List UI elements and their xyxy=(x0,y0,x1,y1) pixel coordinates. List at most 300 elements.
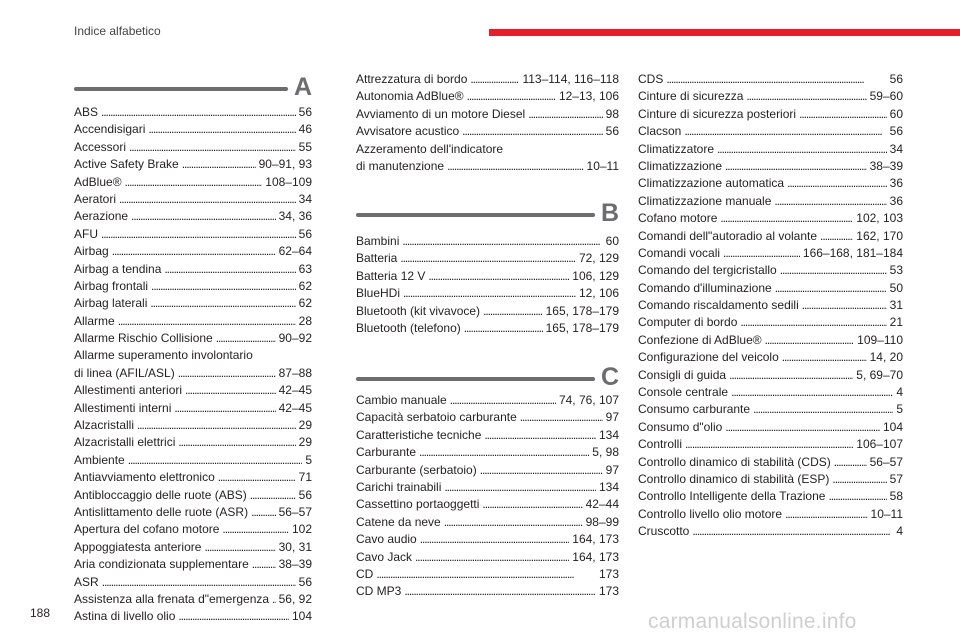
index-entry xyxy=(638,141,903,158)
index-entry-leader xyxy=(101,104,296,121)
index-entry-term: Batteria xyxy=(356,251,398,266)
index-entry-leader xyxy=(400,250,576,267)
index-entry-leader xyxy=(765,332,855,349)
index-entry-pages[interactable]: 97 xyxy=(605,462,619,477)
index-entry-leader xyxy=(101,226,296,243)
index-entry-leader xyxy=(774,193,886,210)
section-divider xyxy=(356,377,595,381)
index-entry-term: Controllo livello olio motore xyxy=(638,506,783,521)
index-entry xyxy=(638,193,903,210)
index-entry-term: Capacità serbatoio carburante xyxy=(356,410,517,425)
index-entry-term: Climatizzazione automatica xyxy=(638,176,785,191)
index-entry-leader xyxy=(470,71,519,88)
index-entry-pages[interactable]: 62–64 xyxy=(278,244,312,259)
index-entry-term: Controllo dinamico di stabilità (ESP) xyxy=(638,471,830,486)
index-entry-pages[interactable]: 10–11 xyxy=(870,506,903,521)
index-entry xyxy=(74,365,312,382)
index-entry-leader xyxy=(802,297,887,314)
index-entry xyxy=(74,278,312,295)
index-entry xyxy=(356,233,619,250)
index-entry-term: Airbag a tendina xyxy=(74,261,162,276)
index-entry-term: BlueHDi xyxy=(356,286,401,301)
index-entry xyxy=(638,71,903,88)
index-entry-leader xyxy=(447,158,583,175)
index-entry xyxy=(638,436,903,453)
index-entry-leader xyxy=(444,514,583,531)
index-entry xyxy=(356,444,619,461)
index-entry-pages[interactable]: 106–107 xyxy=(856,437,903,452)
index-entry xyxy=(74,104,312,121)
index-entry-term: Assistenza alla frenata d"emergenza xyxy=(74,591,270,606)
index-entry xyxy=(638,245,903,262)
index-entry-term: Carichi trainabili xyxy=(356,479,442,494)
index-entry-pages[interactable]: 34, 36 xyxy=(278,209,312,224)
index-entry-leader xyxy=(250,487,296,504)
index-entry-pages[interactable]: 42–45 xyxy=(278,400,312,415)
index-entry-term: Avviamento di un motore Diesel xyxy=(356,106,526,121)
index-entry-leader xyxy=(720,210,853,227)
index-entry-leader xyxy=(717,141,887,158)
index-entry-leader xyxy=(137,417,296,434)
index-entry-pages[interactable]: 50 xyxy=(889,280,903,295)
index-entry-term: Antislittamento delle ruote (ASR) xyxy=(74,504,249,519)
index-entry-term: Climatizzazione manuale xyxy=(638,193,772,208)
index-entry-leader xyxy=(775,280,887,297)
index-entry-pages[interactable]: 74, 76, 107 xyxy=(558,393,619,407)
index-entry xyxy=(74,487,312,504)
index-entry-term: Clacson xyxy=(638,124,682,139)
index-entry xyxy=(638,106,903,123)
index-entry-leader xyxy=(740,314,886,331)
section-header-b xyxy=(356,198,619,228)
index-entry-term: Controlli xyxy=(638,437,683,452)
index-entry xyxy=(638,401,903,418)
index-entry-pages[interactable]: 12, 106 xyxy=(578,286,619,301)
index-entry-term: Climatizzazione xyxy=(638,158,723,173)
index-entry-leader xyxy=(252,556,276,573)
index-entry-term: Catene da neve xyxy=(356,514,441,529)
index-entry-term: Allarme superamento involontario xyxy=(74,348,253,363)
index-entry-pages[interactable]: 102 xyxy=(291,522,312,537)
index-entry-term: Batteria 12 V xyxy=(356,268,426,283)
index-entry xyxy=(74,313,312,330)
index-entry xyxy=(638,349,903,366)
index-entry xyxy=(356,71,619,88)
index-entry xyxy=(74,139,312,156)
index-entry-term: Allestimenti anteriori xyxy=(74,383,183,398)
index-entry-term: Configurazione del veicolo xyxy=(638,350,779,365)
index-entry-pages[interactable]: 56 xyxy=(298,105,312,119)
index-entry xyxy=(356,268,619,285)
index-entry xyxy=(638,419,903,436)
index-entry-leader xyxy=(178,434,295,451)
index-entry xyxy=(638,454,903,471)
index-entry-pages[interactable]: 165, 178–179 xyxy=(545,320,619,335)
index-entry-leader xyxy=(174,400,275,417)
index-entry-pages[interactable]: 55 xyxy=(298,139,312,154)
index-entry-term: Consigli di guida xyxy=(638,367,727,382)
index-entry-leader xyxy=(164,261,295,278)
index-entry-term: Cinture di sicurezza xyxy=(638,89,744,104)
index-entry-pages[interactable]: 109–110 xyxy=(857,332,903,347)
index-entry xyxy=(638,523,903,540)
index-entry-pages[interactable]: 134 xyxy=(598,479,619,494)
index-entry xyxy=(638,175,903,192)
index-entry xyxy=(74,608,312,625)
index-entry-pages[interactable]: 173 xyxy=(598,566,619,581)
index-entry-pages[interactable]: 4 xyxy=(896,385,903,400)
index-entry-term: Comandi dell"autoradio al volante xyxy=(638,228,818,243)
index-entry-pages[interactable]: 34 xyxy=(298,191,312,206)
index-entry xyxy=(638,88,903,105)
index-entry-term: Appoggiatesta anteriore xyxy=(74,539,202,554)
index-entry-pages[interactable]: 5, 98 xyxy=(592,445,619,460)
index-entry-leader xyxy=(780,262,887,279)
index-entry-pages[interactable]: 29 xyxy=(298,418,312,433)
index-entry-pages[interactable]: 34 xyxy=(889,141,903,156)
index-entry-leader xyxy=(403,285,576,302)
index-entry-leader xyxy=(828,488,886,505)
index-entry-leader xyxy=(723,245,800,262)
index-entry-pages[interactable]: 5 xyxy=(305,452,312,467)
index-entry xyxy=(638,262,903,279)
index-entry-leader xyxy=(272,591,276,608)
index-list-a-continued xyxy=(356,71,619,175)
index-entry xyxy=(356,583,619,600)
index-entry-pages[interactable]: 58 xyxy=(889,489,903,504)
index-entry-pages[interactable]: 57 xyxy=(889,471,903,486)
index-entry-term: Avvisatore acustico xyxy=(356,124,460,139)
index-entry-leader xyxy=(222,521,289,538)
index-entry xyxy=(638,228,903,245)
index-entry-pages[interactable]: 165, 178–179 xyxy=(545,303,619,318)
index-entry-pages[interactable]: 42–45 xyxy=(278,383,312,398)
index-entry-leader xyxy=(428,268,569,285)
index-entry xyxy=(356,549,619,566)
index-entry-leader xyxy=(216,330,276,347)
index-entry xyxy=(356,531,619,548)
index-entry-pages[interactable]: 42–44 xyxy=(585,497,619,512)
index-entry xyxy=(356,88,619,105)
index-entry-term: Alzacristalli elettrici xyxy=(74,435,176,450)
index-entry-pages[interactable]: 63 xyxy=(298,261,312,276)
index-entry-leader xyxy=(119,191,296,208)
index-entry xyxy=(74,156,312,173)
index-entry-term: Cavo Jack xyxy=(356,549,413,564)
index-entry-pages[interactable]: 56–57 xyxy=(869,454,903,469)
index-entry-pages[interactable]: 97 xyxy=(605,410,619,425)
index-entry-leader xyxy=(729,367,853,384)
index-entry-term: Apertura del cofano motore xyxy=(74,522,220,537)
index-entry-leader xyxy=(482,496,582,513)
index-entry-term: CDS xyxy=(638,72,664,86)
index-entry-term: Antiavviamento elettronico xyxy=(74,470,215,485)
index-entry-pages[interactable]: 104 xyxy=(291,609,312,624)
index-entry-pages[interactable]: 56 xyxy=(298,574,312,589)
index-entry-term: Comando del tergicristallo xyxy=(638,263,777,278)
index-entry-leader xyxy=(782,349,867,366)
index-entry-pages[interactable]: 62 xyxy=(298,296,312,311)
index-entry-term: Astina di livello olio xyxy=(74,609,176,624)
index-entry-pages[interactable]: 113–114, 116–118 xyxy=(522,72,619,86)
index-entry-pages[interactable]: 46 xyxy=(298,122,312,137)
index-list-b xyxy=(356,233,619,337)
index-entry-term: Bluetooth (kit vivavoce) xyxy=(356,303,481,318)
index-entry-pages[interactable]: 90–91, 93 xyxy=(258,157,312,172)
index-entry xyxy=(74,174,312,191)
index-entry xyxy=(356,141,619,158)
index-entry-leader xyxy=(420,531,570,548)
index-entry xyxy=(356,392,619,409)
index-entry-leader xyxy=(131,208,276,225)
index-entry-leader xyxy=(376,566,596,583)
index-entry xyxy=(74,469,312,486)
index-entry-leader xyxy=(402,233,602,250)
index-entry-pages[interactable]: 56 xyxy=(889,124,903,139)
index-entry-leader xyxy=(444,479,596,496)
index-entry-pages[interactable]: 102, 103 xyxy=(856,211,903,226)
index-entry-term: Active Safety Brake xyxy=(74,157,179,172)
index-entry-pages[interactable]: 164, 173 xyxy=(572,549,619,564)
section-header-c xyxy=(356,362,619,392)
index-entry-term: di linea (AFIL/ASL) xyxy=(74,365,175,380)
index-entry-leader xyxy=(832,471,886,488)
index-entry xyxy=(74,191,312,208)
index-entry-pages[interactable]: 162, 170 xyxy=(856,228,903,243)
index-entry xyxy=(74,121,312,138)
index-entry-leader xyxy=(820,228,853,245)
index-entry-pages[interactable]: 12–13, 106 xyxy=(558,89,619,104)
index-entry-pages[interactable]: 60 xyxy=(889,106,903,121)
index-entry-term: Airbag laterali xyxy=(74,296,148,311)
index-entry-leader xyxy=(684,123,886,140)
index-entry-leader xyxy=(415,549,569,566)
index-entry-leader xyxy=(799,106,887,123)
index-entry-pages[interactable]: 166–168, 181–184 xyxy=(802,245,903,260)
index-entry-leader xyxy=(725,158,867,175)
index-entry-term: Comandi vocali xyxy=(638,245,721,260)
index-entry-term: Bambini xyxy=(356,234,400,248)
index-entry xyxy=(74,434,312,451)
index-entry-pages[interactable]: 87–88 xyxy=(278,365,312,380)
index-entry-leader xyxy=(404,583,596,600)
index-entry-pages[interactable]: 59–60 xyxy=(869,89,903,104)
index-entry-pages[interactable]: 108–109 xyxy=(265,174,312,189)
index-entry-leader xyxy=(151,278,296,295)
index-entry-leader xyxy=(725,419,880,436)
index-entry-pages[interactable]: 53 xyxy=(889,263,903,278)
index-entry-pages[interactable]: 90–92 xyxy=(278,331,312,346)
index-list-c xyxy=(356,392,619,601)
index-entry-leader xyxy=(178,365,276,382)
index-entry-leader xyxy=(218,469,296,486)
index-entry xyxy=(638,158,903,175)
index-entry xyxy=(74,452,312,469)
index-entry-term: Console centrale xyxy=(638,385,729,400)
index-entry-pages[interactable]: 30, 31 xyxy=(278,539,312,554)
index-entry-term: AdBlue® xyxy=(74,174,122,189)
index-entry-pages[interactable]: 164, 173 xyxy=(572,532,619,547)
index-entry-pages[interactable]: 31 xyxy=(889,298,903,313)
index-entry-pages[interactable]: 28 xyxy=(298,313,312,328)
index-entry-pages[interactable]: 134 xyxy=(598,427,619,442)
index-entry xyxy=(74,330,312,347)
index-entry-term: Carburante (serbatoio) xyxy=(356,462,477,477)
index-entry-term: Aeratori xyxy=(74,191,117,206)
index-entry xyxy=(74,400,312,417)
index-entry xyxy=(638,314,903,331)
index-entry-pages[interactable]: 98–99 xyxy=(585,514,619,529)
index-entry-pages[interactable]: 104 xyxy=(882,419,903,434)
index-entry-term: Airbag xyxy=(74,244,109,259)
index-list-c-continued xyxy=(638,71,903,541)
index-entry-pages[interactable]: 36 xyxy=(889,176,903,191)
index-entry-term: Airbag frontali xyxy=(74,278,149,293)
index-entry xyxy=(74,574,312,591)
index-entry-pages[interactable]: 38–39 xyxy=(869,158,903,173)
index-entry-term: Allarme xyxy=(74,313,115,328)
index-entry-term: Aria condizionata supplementare xyxy=(74,557,249,572)
index-entry-pages[interactable]: 71 xyxy=(298,470,312,485)
index-entry xyxy=(638,280,903,297)
index-entry-term: Ambiente xyxy=(74,452,125,467)
index-entry xyxy=(356,427,619,444)
index-entry-term: ABS xyxy=(74,105,99,119)
index-entry-pages[interactable]: 21 xyxy=(889,315,903,330)
page-number: 188 xyxy=(30,606,51,620)
index-entry-pages[interactable]: 56–57 xyxy=(278,504,312,519)
index-entry-term: Accessori xyxy=(74,139,127,154)
index-entry-leader xyxy=(753,401,893,418)
index-entry-pages[interactable]: 56 xyxy=(605,124,619,139)
index-entry-pages[interactable]: 10–11 xyxy=(586,158,619,173)
index-entry xyxy=(74,556,312,573)
index-entry-pages[interactable]: 56 xyxy=(298,487,312,502)
index-entry-term: CD xyxy=(356,566,374,581)
index-entry xyxy=(638,123,903,140)
index-entry-pages[interactable]: 173 xyxy=(598,584,619,599)
index-entry xyxy=(356,479,619,496)
index-entry-term: Cofano motore xyxy=(638,211,718,226)
index-entry-leader xyxy=(834,454,867,471)
header-accent-bar xyxy=(489,29,960,36)
index-entry-term: Attrezzatura di bordo xyxy=(356,72,468,86)
index-entry-term: Comando d'illuminazione xyxy=(638,280,772,295)
index-entry-pages[interactable]: 98 xyxy=(605,106,619,121)
index-entry xyxy=(638,384,903,401)
index-entry xyxy=(74,382,312,399)
index-entry xyxy=(74,295,312,312)
index-entry xyxy=(356,106,619,123)
index-entry xyxy=(356,496,619,513)
index-entry-term: Allarme Rischio Collisione xyxy=(74,331,213,346)
index-entry-term: AFU xyxy=(74,226,98,241)
index-entry-pages[interactable]: 106, 129 xyxy=(572,268,619,283)
index-entry-leader xyxy=(467,88,556,105)
index-entry xyxy=(74,208,312,225)
page-header-title: Indice alfabetico xyxy=(74,24,161,38)
index-entry-leader xyxy=(666,71,886,88)
watermark: carmanualsonline.info xyxy=(648,610,857,633)
index-entry xyxy=(356,158,619,175)
index-entry-leader xyxy=(484,427,596,444)
index-entry-pages[interactable]: 38–39 xyxy=(278,557,312,572)
index-entry-pages[interactable]: 5 xyxy=(896,402,903,417)
index-entry-term: Cassettino portaoggetti xyxy=(356,497,480,512)
index-entry-leader xyxy=(483,303,543,320)
index-entry-leader xyxy=(787,175,887,192)
index-entry-term: Cruscotto xyxy=(638,524,690,539)
index-entry-term: Aerazione xyxy=(74,209,129,224)
index-entry xyxy=(356,566,619,583)
index-entry xyxy=(638,332,903,349)
index-entry-leader xyxy=(520,409,603,426)
index-entry xyxy=(638,297,903,314)
index-entry-leader xyxy=(128,452,303,469)
index-entry-pages[interactable]: 29 xyxy=(298,435,312,450)
index-entry-leader xyxy=(746,88,866,105)
index-entry-leader xyxy=(204,539,275,556)
index-entry-leader xyxy=(185,382,276,399)
index-entry-pages[interactable]: 36 xyxy=(889,193,903,208)
index-entry-term: Cinture di sicurezza posteriori xyxy=(638,106,797,121)
section-divider xyxy=(356,213,595,217)
index-entry xyxy=(356,285,619,302)
index-entry xyxy=(74,347,312,364)
index-entry-leader xyxy=(148,121,295,138)
section-letter: A xyxy=(293,73,312,101)
index-entry-pages[interactable]: 5, 69–70 xyxy=(856,367,903,382)
index-entry-term: Accendisigari xyxy=(74,122,146,137)
index-entry xyxy=(356,303,619,320)
index-entry-term: ASR xyxy=(74,574,99,589)
index-entry xyxy=(74,417,312,434)
index-entry-leader xyxy=(528,106,602,123)
index-entry-term: Confezione di AdBlue® xyxy=(638,332,762,347)
index-entry-term: CD MP3 xyxy=(356,584,402,599)
index-entry-pages[interactable]: 56 xyxy=(889,72,903,86)
index-entry-term: Carburante xyxy=(356,445,417,460)
index-entry-pages[interactable]: 14, 20 xyxy=(869,350,903,365)
index-entry xyxy=(638,471,903,488)
index-entry-leader xyxy=(178,608,289,625)
index-entry xyxy=(74,591,312,608)
index-entry xyxy=(356,409,619,426)
index-entry xyxy=(356,250,619,267)
index-entry-leader xyxy=(182,156,256,173)
index-entry-leader xyxy=(125,174,263,191)
index-entry-pages[interactable]: 56, 92 xyxy=(278,591,312,606)
index-entry xyxy=(356,123,619,140)
index-entry-term: Computer di bordo xyxy=(638,315,738,330)
index-entry xyxy=(74,261,312,278)
index-entry xyxy=(74,521,312,538)
index-entry-term: Bluetooth (telefono) xyxy=(356,320,461,335)
index-entry-leader xyxy=(102,574,296,591)
index-entry-term: Allestimenti interni xyxy=(74,400,172,415)
index-entry-pages[interactable]: 4 xyxy=(896,524,903,539)
index-entry-leader xyxy=(480,462,603,479)
index-entry-term: Caratteristiche tecniche xyxy=(356,427,482,442)
index-entry-leader xyxy=(462,123,602,140)
index-entry-pages[interactable]: 72, 129 xyxy=(578,251,619,266)
index-entry-pages[interactable]: 60 xyxy=(605,234,619,248)
section-letter: B xyxy=(600,199,619,227)
index-entry-term: di manutenzione xyxy=(356,158,445,173)
index-entry-pages[interactable]: 62 xyxy=(298,278,312,293)
index-entry-pages[interactable]: 56 xyxy=(298,226,312,241)
index-entry-term: Alzacristalli xyxy=(74,418,135,433)
